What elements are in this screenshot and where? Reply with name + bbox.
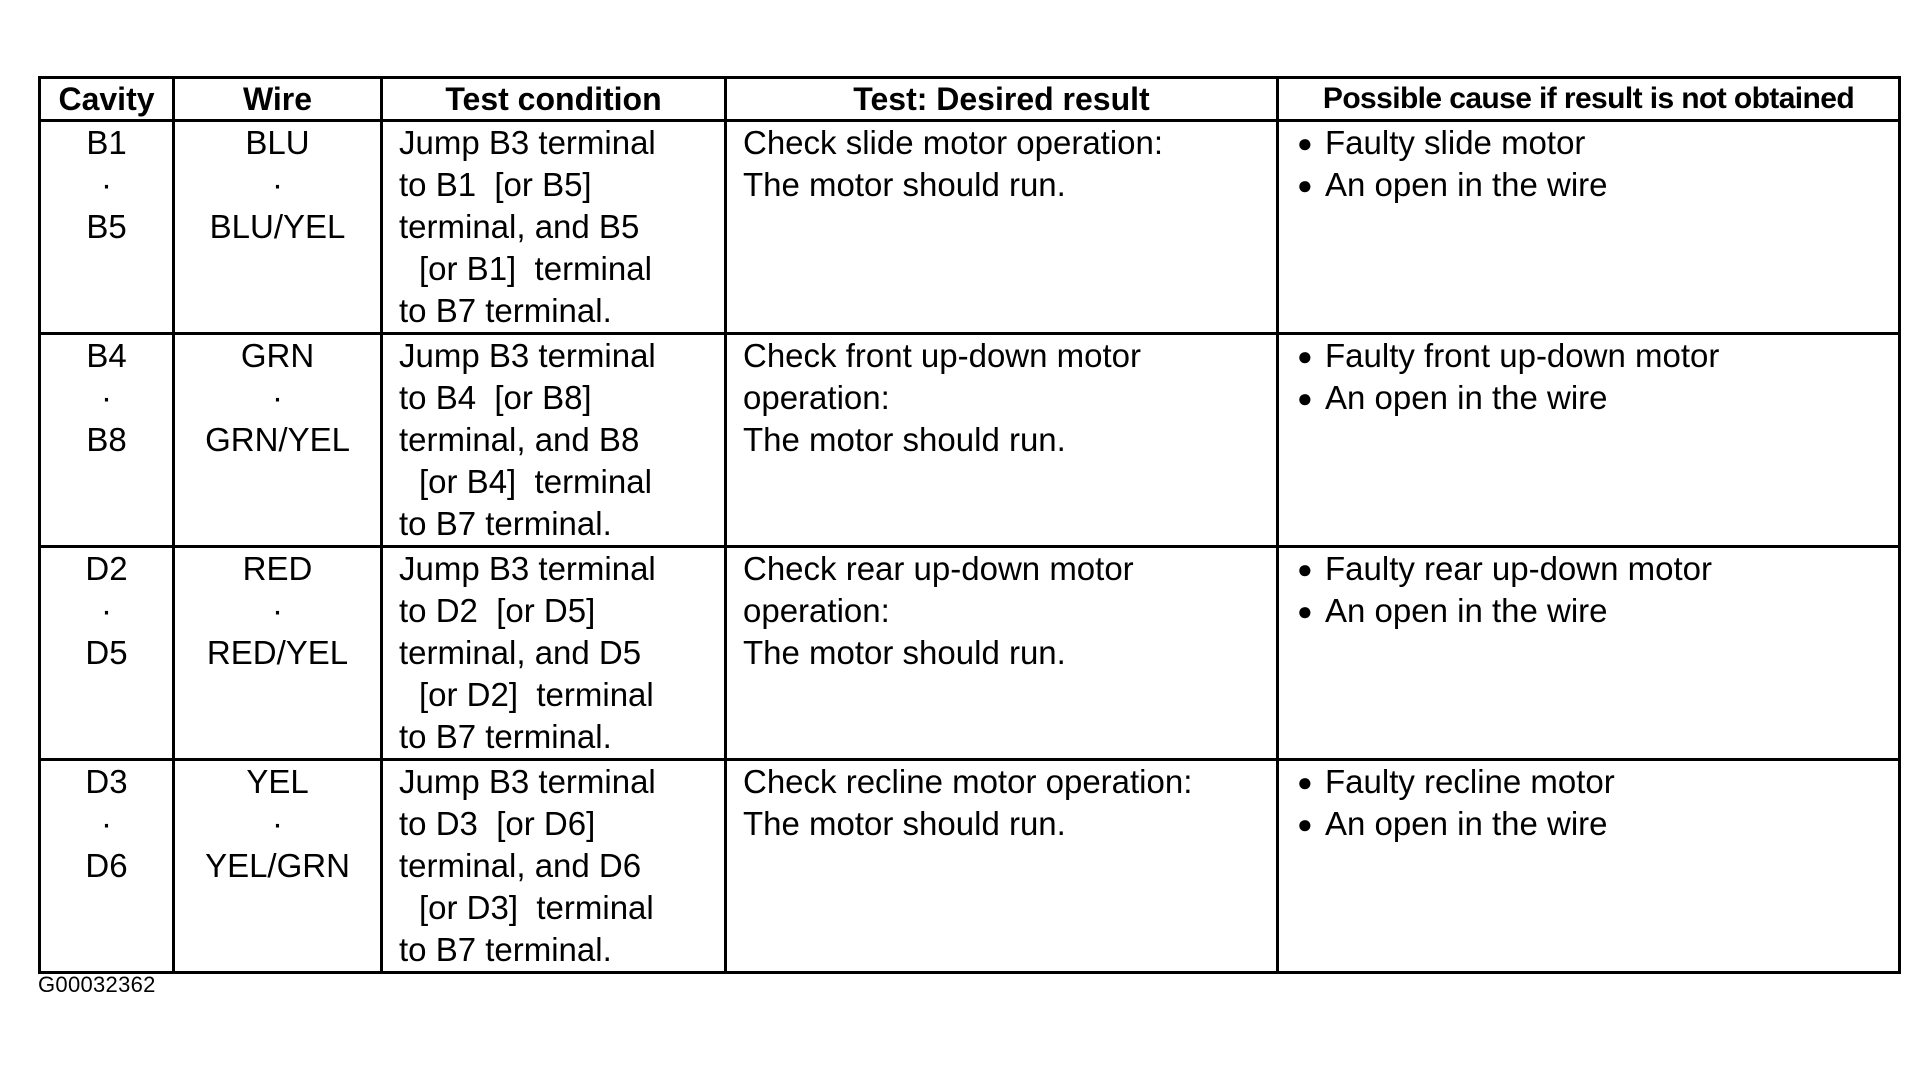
cavity-line: ·	[101, 166, 112, 203]
test-condition-cell	[382, 760, 726, 973]
wire-line: BLU	[245, 124, 310, 161]
result-line: The motor should run.	[743, 421, 1066, 458]
result-line: operation:	[743, 379, 890, 416]
wire-line: ·	[272, 592, 283, 629]
cavity-line: D6	[85, 847, 128, 884]
condition-line: Jump B3 terminal	[399, 763, 656, 800]
condition-line: to B1 [or B5]	[399, 166, 592, 203]
possible-cause-cell	[1278, 121, 1900, 334]
test-condition-cell	[382, 121, 726, 334]
result-line: Check recline motor operation:	[743, 763, 1193, 800]
test-condition-cell	[382, 334, 726, 547]
desired-result-cell	[726, 547, 1278, 760]
result-line: Check front up-down motor	[743, 337, 1142, 374]
table-row	[40, 547, 1900, 760]
cause-text: Faulty recline motor	[1325, 763, 1615, 800]
cause-text: Faulty front up-down motor	[1325, 337, 1720, 374]
bullet-icon: ●	[1297, 596, 1313, 626]
cavity-line: ·	[101, 805, 112, 842]
condition-line: terminal, and B5	[399, 208, 640, 245]
condition-line: terminal, and D5	[399, 634, 642, 671]
cavity-line: D5	[85, 634, 128, 671]
wire-line: ·	[272, 805, 283, 842]
possible-cause-cell	[1278, 334, 1900, 547]
cause-text: An open in the wire	[1325, 805, 1608, 842]
test-procedure-table	[38, 76, 1901, 974]
cause-item	[1297, 761, 1898, 803]
cause-item	[1297, 164, 1898, 206]
result-line: The motor should run.	[743, 805, 1066, 842]
cause-text: An open in the wire	[1325, 379, 1608, 416]
wire-line: GRN	[240, 337, 315, 374]
cause-text: Faulty rear up-down motor	[1325, 550, 1712, 587]
condition-line: to B7 terminal.	[399, 931, 612, 968]
condition-line: to D3 [or D6]	[399, 805, 596, 842]
cause-item	[1297, 335, 1898, 377]
header-desired-result: Test: Desired result	[726, 78, 1278, 121]
cavity-line: B5	[86, 208, 127, 245]
cavity-line: B4	[86, 337, 127, 374]
cavity-line: ·	[101, 592, 112, 629]
wire-line: ·	[272, 166, 283, 203]
cavity-line: ·	[101, 379, 112, 416]
cause-text: An open in the wire	[1325, 592, 1608, 629]
wire-line: RED/YEL	[206, 634, 349, 671]
cause-item	[1297, 122, 1898, 164]
bullet-icon: ●	[1297, 341, 1313, 371]
desired-result-cell	[726, 334, 1278, 547]
cavity-cell	[40, 760, 174, 973]
cavity-line: D3	[85, 763, 128, 800]
table-row	[40, 760, 1900, 973]
condition-line: to B7 terminal.	[399, 718, 612, 755]
wire-cell	[174, 547, 382, 760]
cavity-line: B8	[86, 421, 127, 458]
figure-id: G00032362	[38, 972, 156, 997]
cavity-cell	[40, 121, 174, 334]
bullet-icon: ●	[1297, 383, 1313, 413]
condition-line: to B4 [or B8]	[399, 379, 592, 416]
cavity-cell	[40, 547, 174, 760]
possible-cause-cell	[1278, 760, 1900, 973]
wire-line: YEL/GRN	[205, 847, 350, 884]
condition-line: terminal, and B8	[399, 421, 640, 458]
bullet-icon: ●	[1297, 809, 1313, 839]
header-wire: Wire	[174, 78, 382, 121]
cavity-line: B1	[86, 124, 127, 161]
wire-line: ·	[272, 379, 283, 416]
bullet-icon: ●	[1297, 554, 1313, 584]
bullet-icon: ●	[1297, 767, 1313, 797]
result-line: The motor should run.	[743, 166, 1066, 203]
condition-line: to B7 terminal.	[399, 292, 612, 329]
result-line: operation:	[743, 592, 890, 629]
condition-line: [or D2] terminal	[419, 676, 654, 713]
result-line: Check rear up-down motor	[743, 550, 1134, 587]
condition-line: to D2 [or D5]	[399, 592, 596, 629]
wire-line: YEL	[246, 763, 309, 800]
condition-line: [or B1] terminal	[419, 250, 652, 287]
header-cavity: Cavity	[40, 78, 174, 121]
cause-item	[1297, 377, 1898, 419]
condition-line: terminal, and D6	[399, 847, 642, 884]
desired-result-cell	[726, 760, 1278, 973]
header-test-condition: Test condition	[382, 78, 726, 121]
wire-cell	[174, 121, 382, 334]
result-line: Check slide motor operation:	[743, 124, 1164, 161]
wire-cell	[174, 760, 382, 973]
header-row	[40, 78, 1900, 121]
wire-cell	[174, 334, 382, 547]
condition-line: [or B4] terminal	[419, 463, 652, 500]
bullet-icon: ●	[1297, 170, 1313, 200]
condition-line: to B7 terminal.	[399, 505, 612, 542]
condition-line: Jump B3 terminal	[399, 124, 656, 161]
test-condition-cell	[382, 547, 726, 760]
wire-line: BLU/YEL	[209, 208, 346, 245]
possible-cause-cell	[1278, 547, 1900, 760]
result-line: The motor should run.	[743, 634, 1066, 671]
wire-line: RED	[242, 550, 313, 587]
desired-result-cell	[726, 121, 1278, 334]
cause-text: An open in the wire	[1325, 166, 1608, 203]
cavity-cell	[40, 334, 174, 547]
cause-text: Faulty slide motor	[1325, 124, 1586, 161]
condition-line: Jump B3 terminal	[399, 337, 656, 374]
table-row	[40, 121, 1900, 334]
cause-item	[1297, 803, 1898, 845]
condition-line: [or D3] terminal	[419, 889, 654, 926]
wire-line: GRN/YEL	[205, 421, 350, 458]
condition-line: Jump B3 terminal	[399, 550, 656, 587]
table-row	[40, 334, 1900, 547]
cavity-line: D2	[85, 550, 128, 587]
cause-item	[1297, 590, 1898, 632]
bullet-icon: ●	[1297, 128, 1313, 158]
header-possible-cause: Possible cause if result is not obtained	[1278, 78, 1900, 121]
cause-item	[1297, 548, 1898, 590]
